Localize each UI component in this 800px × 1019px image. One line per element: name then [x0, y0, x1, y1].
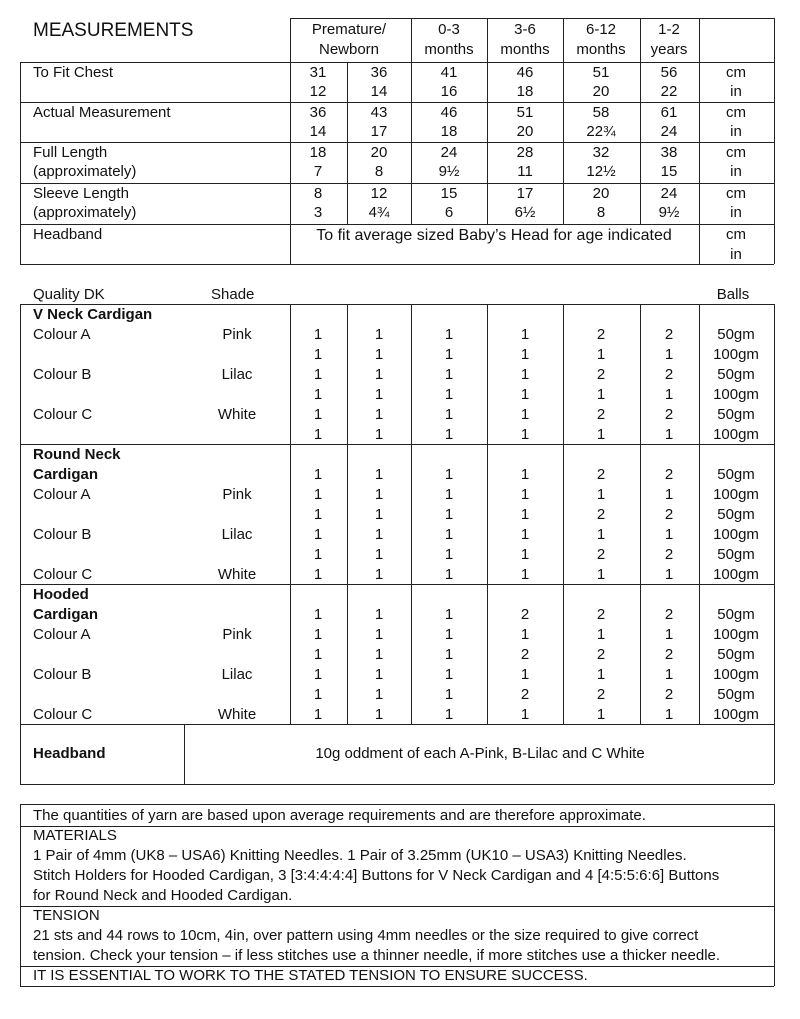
rule-horizontal: [20, 906, 774, 907]
ball-count: 1: [596, 666, 606, 683]
rule-vertical: [411, 304, 412, 724]
ball-count: 1: [444, 486, 454, 503]
rule-vertical: [290, 304, 291, 724]
ball-count: 1: [664, 486, 674, 503]
unit-label: in: [730, 123, 742, 140]
ball-weight: 50gm: [717, 366, 755, 383]
ball-weight: 50gm: [717, 466, 755, 483]
ball-count: 1: [374, 386, 384, 403]
ball-count: 1: [520, 326, 530, 343]
measurement-value-in: 14: [309, 123, 327, 140]
ball-count: 1: [313, 426, 323, 443]
ball-count: 1: [520, 706, 530, 723]
measurement-value-cm: 51: [516, 104, 534, 121]
ball-count: 1: [374, 606, 384, 623]
measurement-value-cm: 24: [440, 144, 458, 161]
unit-label: cm: [726, 104, 746, 121]
ball-count: 1: [520, 526, 530, 543]
garment-title: Headband: [33, 745, 106, 762]
ball-count: 1: [444, 406, 454, 423]
ball-count: 1: [374, 686, 384, 703]
headband-note: To fit average sized Baby’s Head for age indicated: [316, 227, 672, 244]
ball-count: 1: [444, 666, 454, 683]
table-right-rule: [774, 18, 775, 264]
unit-label: in: [730, 246, 742, 263]
rule-horizontal: [20, 224, 774, 225]
measurement-value-cm: 8: [313, 185, 323, 202]
garment-title: Cardigan: [33, 606, 99, 623]
ball-weight: 100gm: [713, 706, 759, 723]
measurement-value-cm: 46: [440, 104, 458, 121]
ball-count: 1: [313, 526, 323, 543]
ball-count: 1: [444, 686, 454, 703]
measurement-value-in: 18: [516, 83, 534, 100]
ball-count: 2: [664, 646, 674, 663]
measurement-value-cm: 43: [370, 104, 388, 121]
unit-label: cm: [726, 144, 746, 161]
measurement-value-in: 9½: [658, 204, 680, 221]
yarn-left-rule: [20, 304, 21, 784]
measurement-value-cm: 20: [370, 144, 388, 161]
measurement-value-in: 18: [440, 123, 458, 140]
essential-note: IT IS ESSENTIAL TO WORK TO THE STATED TENSION TO ENSURE SUCCESS.: [33, 967, 588, 984]
measurement-value-in: 6: [444, 204, 454, 221]
size-header: 3-6: [514, 21, 536, 38]
ball-count: 1: [313, 546, 323, 563]
notes-top-rule: [20, 804, 774, 805]
shade-name: Pink: [222, 626, 252, 643]
ball-count: 1: [374, 506, 384, 523]
measurement-value-cm: 36: [370, 64, 388, 81]
ball-count: 1: [664, 426, 674, 443]
size-header: months: [576, 41, 626, 58]
ball-weight: 100gm: [713, 486, 759, 503]
table-left-rule: [20, 62, 21, 264]
ball-count: 1: [313, 326, 323, 343]
unit-label: in: [730, 204, 742, 221]
ball-count: 2: [664, 366, 674, 383]
size-header: months: [424, 41, 474, 58]
table-top-rule: [290, 18, 774, 19]
shade-name: White: [217, 706, 257, 723]
measurement-value-in: 22¾: [586, 123, 616, 140]
colour-label: Colour B: [33, 526, 92, 543]
ball-count: 2: [596, 466, 606, 483]
ball-count: 1: [374, 706, 384, 723]
notes-left-rule: [20, 804, 21, 986]
rule-vertical: [699, 304, 700, 724]
measurement-label: Sleeve Length: [33, 185, 129, 202]
ball-count: 1: [313, 506, 323, 523]
ball-weight: 50gm: [717, 546, 755, 563]
ball-count: 1: [374, 466, 384, 483]
shade-name: Pink: [222, 486, 252, 503]
ball-count: 2: [664, 506, 674, 523]
ball-count: 1: [313, 466, 323, 483]
measurement-value-in: 22: [660, 83, 678, 100]
rule-vertical: [563, 18, 564, 224]
measurement-value-cm: 18: [309, 144, 327, 161]
ball-count: 2: [596, 366, 606, 383]
yarn-bottom-rule: [20, 784, 774, 785]
unit-label: cm: [726, 64, 746, 81]
ball-count: 1: [664, 706, 674, 723]
measurement-value-in: 16: [440, 83, 458, 100]
ball-count: 1: [520, 626, 530, 643]
ball-count: 1: [313, 646, 323, 663]
materials-line: for Round Neck and Hooded Cardigan.: [33, 887, 293, 904]
ball-count: 1: [444, 626, 454, 643]
unit-label: in: [730, 83, 742, 100]
shade-name: Lilac: [221, 366, 253, 383]
tension-line: tension. Check your tension – if less stitches use a thinner needle, if more stitches use a thicker needle.: [33, 947, 721, 964]
ball-count: 1: [520, 386, 530, 403]
ball-count: 1: [374, 546, 384, 563]
rule-horizontal: [20, 724, 774, 725]
rule-vertical: [411, 18, 412, 224]
size-header: months: [500, 41, 550, 58]
ball-count: 1: [313, 566, 323, 583]
ball-weight: 50gm: [717, 506, 755, 523]
ball-count: 1: [664, 666, 674, 683]
ball-count: 1: [520, 466, 530, 483]
rule-horizontal: [20, 826, 774, 827]
ball-weight: 100gm: [713, 386, 759, 403]
quality-header: Quality DK: [33, 286, 105, 303]
ball-count: 1: [520, 426, 530, 443]
notes-right-rule: [774, 804, 775, 986]
colour-label: Colour C: [33, 406, 93, 423]
ball-count: 1: [596, 626, 606, 643]
colour-label: Colour C: [33, 566, 93, 583]
shade-name: Lilac: [221, 526, 253, 543]
unit-label: in: [730, 163, 742, 180]
ball-count: 1: [596, 426, 606, 443]
size-header: Premature/: [311, 21, 387, 38]
measurement-value-in: 12½: [586, 163, 616, 180]
rule-vertical: [699, 18, 700, 264]
ball-weight: 50gm: [717, 326, 755, 343]
measurement-value-in: 17: [370, 123, 388, 140]
ball-count: 1: [444, 706, 454, 723]
garment-title: Round Neck: [33, 446, 121, 463]
shade-name: Lilac: [221, 666, 253, 683]
measurement-label: Headband: [33, 226, 103, 243]
ball-count: 1: [374, 426, 384, 443]
rule-vertical: [563, 304, 564, 724]
ball-count: 1: [374, 666, 384, 683]
measurement-label: (approximately): [33, 204, 137, 221]
ball-count: 2: [520, 646, 530, 663]
ball-count: 1: [444, 426, 454, 443]
ball-count: 1: [313, 706, 323, 723]
ball-weight: 100gm: [713, 426, 759, 443]
materials-line: Stitch Holders for Hooded Cardigan, 3 [3:4:4:4:4] Buttons for V Neck Cardigan and 4 [4:5:5:6:6] Buttons: [33, 867, 720, 884]
measurement-value-in: 20: [592, 83, 610, 100]
ball-count: 1: [444, 566, 454, 583]
rule-horizontal: [20, 444, 774, 445]
ball-count: 1: [664, 626, 674, 643]
colour-label: Colour B: [33, 666, 92, 683]
ball-count: 1: [596, 526, 606, 543]
rule-vertical: [487, 304, 488, 724]
measurement-value-cm: 15: [440, 185, 458, 202]
measurement-value-cm: 61: [660, 104, 678, 121]
ball-count: 1: [664, 566, 674, 583]
ball-count: 1: [520, 346, 530, 363]
ball-count: 1: [520, 566, 530, 583]
rule-vertical: [487, 18, 488, 224]
measurement-value-in: 8: [374, 163, 384, 180]
ball-count: 1: [444, 326, 454, 343]
materials-heading: MATERIALS: [33, 827, 117, 844]
measurement-value-cm: 58: [592, 104, 610, 121]
ball-count: 1: [664, 346, 674, 363]
ball-count: 1: [374, 646, 384, 663]
rule-vertical: [290, 18, 291, 264]
rule-vertical: [640, 18, 641, 224]
ball-count: 2: [664, 326, 674, 343]
measurement-value-cm: 17: [516, 185, 534, 202]
ball-count: 1: [444, 386, 454, 403]
rule-horizontal: [20, 584, 774, 585]
measurement-value-in: 6½: [514, 204, 536, 221]
measurement-value-cm: 12: [370, 185, 388, 202]
headband-yarn-note: 10g oddment of each A-Pink, B-Lilac and C White: [315, 745, 645, 762]
ball-count: 2: [664, 466, 674, 483]
materials-line: 1 Pair of 4mm (UK8 – USA6) Knitting Needles. 1 Pair of 3.25mm (UK10 – USA3) Knitting Needles.: [33, 847, 687, 864]
ball-count: 1: [444, 546, 454, 563]
ball-count: 2: [596, 606, 606, 623]
tension-line: 21 sts and 44 rows to 10cm, 4in, over pattern using 4mm needles or the size required to give correct: [33, 927, 699, 944]
size-header: 6-12: [585, 21, 617, 38]
unit-label: cm: [726, 185, 746, 202]
ball-weight: 50gm: [717, 406, 755, 423]
measurement-value-cm: 28: [516, 144, 534, 161]
ball-count: 1: [313, 366, 323, 383]
ball-count: 1: [596, 566, 606, 583]
colour-label: Colour A: [33, 626, 91, 643]
ball-count: 2: [520, 606, 530, 623]
shade-name: White: [217, 406, 257, 423]
measurement-value-in: 12: [309, 83, 327, 100]
ball-count: 1: [444, 606, 454, 623]
ball-count: 1: [444, 466, 454, 483]
rule-vertical: [347, 304, 348, 724]
ball-count: 1: [374, 566, 384, 583]
ball-count: 1: [444, 366, 454, 383]
garment-title: Cardigan: [33, 466, 99, 483]
ball-count: 1: [596, 486, 606, 503]
measurement-value-cm: 46: [516, 64, 534, 81]
measurement-value-in: 3: [313, 204, 323, 221]
ball-count: 1: [520, 366, 530, 383]
ball-weight: 100gm: [713, 526, 759, 543]
ball-count: 2: [596, 686, 606, 703]
quantities-note: The quantities of yarn are based upon average requirements and are therefore approximate.: [33, 807, 646, 824]
ball-count: 2: [664, 406, 674, 423]
ball-count: 1: [596, 346, 606, 363]
page-title: MEASUREMENTS: [33, 20, 194, 41]
measurements-bottom-rule: [20, 264, 774, 265]
shade-name: Pink: [222, 326, 252, 343]
colour-label: Colour C: [33, 706, 93, 723]
ball-count: 1: [313, 626, 323, 643]
measurement-value-in: 20: [516, 123, 534, 140]
ball-count: 1: [313, 406, 323, 423]
ball-weight: 100gm: [713, 566, 759, 583]
rule-vertical: [640, 304, 641, 724]
ball-weight: 100gm: [713, 666, 759, 683]
measurement-value-cm: 51: [592, 64, 610, 81]
ball-count: 2: [596, 546, 606, 563]
ball-count: 1: [520, 406, 530, 423]
colour-label: Colour A: [33, 326, 91, 343]
ball-count: 1: [596, 386, 606, 403]
measurement-value-cm: 38: [660, 144, 678, 161]
ball-count: 1: [374, 406, 384, 423]
ball-count: 1: [313, 686, 323, 703]
ball-weight: 100gm: [713, 346, 759, 363]
measurement-value-in: 14: [370, 83, 388, 100]
ball-count: 2: [520, 686, 530, 703]
ball-weight: 50gm: [717, 606, 755, 623]
shade-name: White: [217, 566, 257, 583]
ball-count: 1: [444, 646, 454, 663]
shade-header: Shade: [211, 286, 255, 303]
measurement-label: To Fit Chest: [33, 64, 114, 81]
ball-count: 1: [520, 666, 530, 683]
ball-count: 2: [596, 506, 606, 523]
rule-vertical: [347, 62, 348, 224]
unit-label: cm: [726, 226, 746, 243]
ball-count: 1: [520, 506, 530, 523]
measurement-value-in: 7: [313, 163, 323, 180]
ball-count: 1: [596, 706, 606, 723]
ball-count: 1: [664, 526, 674, 543]
colour-label: Colour A: [33, 486, 91, 503]
notes-bottom-rule: [20, 986, 774, 987]
ball-count: 1: [664, 386, 674, 403]
measurement-value-cm: 32: [592, 144, 610, 161]
ball-count: 1: [374, 486, 384, 503]
yarn-right-rule: [774, 304, 775, 784]
size-header: 1-2: [658, 21, 680, 38]
measurement-label: (approximately): [33, 163, 137, 180]
ball-count: 2: [664, 546, 674, 563]
ball-count: 2: [596, 406, 606, 423]
measurement-value-in: 24: [660, 123, 678, 140]
size-header: Newborn: [318, 41, 380, 58]
ball-count: 1: [444, 346, 454, 363]
balls-header: Balls: [716, 286, 750, 303]
garment-title: Hooded: [33, 586, 89, 603]
ball-count: 1: [520, 546, 530, 563]
measurement-value-in: 4¾: [368, 204, 390, 221]
ball-count: 2: [664, 686, 674, 703]
ball-count: 1: [374, 366, 384, 383]
ball-weight: 50gm: [717, 686, 755, 703]
ball-weight: 100gm: [713, 626, 759, 643]
measurement-value-in: 8: [596, 204, 606, 221]
ball-count: 1: [520, 486, 530, 503]
ball-count: 1: [313, 486, 323, 503]
ball-count: 1: [313, 346, 323, 363]
measurement-value-cm: 24: [660, 185, 678, 202]
measurement-label: Full Length: [33, 144, 108, 161]
ball-count: 1: [374, 346, 384, 363]
size-header: years: [650, 41, 688, 58]
ball-count: 1: [444, 526, 454, 543]
measurement-value-in: 9½: [438, 163, 460, 180]
measurement-label: Actual Measurement: [33, 104, 171, 121]
ball-count: 1: [374, 526, 384, 543]
ball-count: 2: [596, 326, 606, 343]
colour-label: Colour B: [33, 366, 92, 383]
ball-count: 2: [596, 646, 606, 663]
ball-weight: 50gm: [717, 646, 755, 663]
measurement-value-cm: 36: [309, 104, 327, 121]
tension-heading: TENSION: [33, 907, 100, 924]
garment-title: V Neck Cardigan: [33, 306, 153, 323]
ball-count: 1: [374, 326, 384, 343]
measurement-value-cm: 20: [592, 185, 610, 202]
ball-count: 2: [664, 606, 674, 623]
measurement-value-in: 15: [660, 163, 678, 180]
ball-count: 1: [374, 626, 384, 643]
measurement-value-cm: 56: [660, 64, 678, 81]
headband-divider: [184, 724, 185, 784]
measurement-value-cm: 41: [440, 64, 458, 81]
measurement-value-in: 11: [517, 163, 533, 180]
ball-count: 1: [444, 506, 454, 523]
ball-count: 1: [313, 606, 323, 623]
ball-count: 1: [313, 386, 323, 403]
size-header: 0-3: [438, 21, 460, 38]
measurement-value-cm: 31: [309, 64, 327, 81]
ball-count: 1: [313, 666, 323, 683]
